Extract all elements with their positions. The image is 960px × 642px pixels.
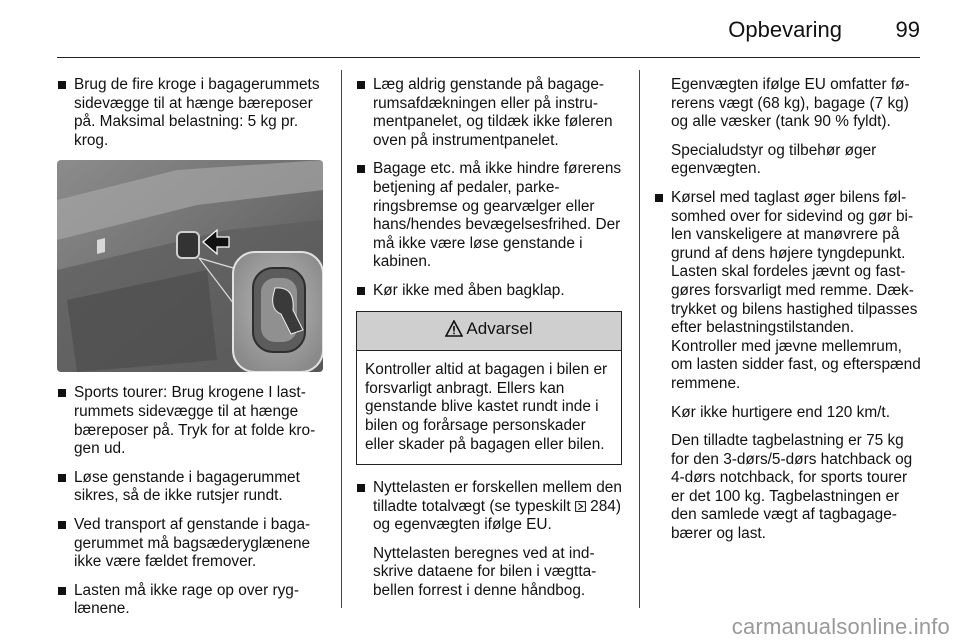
warning-header	[357, 312, 621, 352]
bullet-square-icon	[58, 521, 66, 529]
page-reference-arrow-icon	[575, 498, 590, 515]
paragraph: Specialudstyr og tilbehør øger egenvægten.	[671, 141, 877, 178]
paragraph: Kør ikke hurtigere end 120 km/t.	[671, 403, 890, 421]
warning-title: Advarsel	[466, 318, 533, 338]
list-item	[356, 479, 624, 535]
page-header	[0, 0, 960, 60]
warning-text: Kontroller altid at bagagen i bilen er forsvarligt anbragt. Ellers kan genstande blive kastet rundt inde i bilen og forårsage personskader eller skader på bagagen eller bilen.	[365, 361, 608, 453]
list-item	[57, 469, 325, 506]
list-item	[57, 76, 325, 150]
luggage-hook-illustration	[57, 160, 323, 372]
list-item-text: Sports tourer: Brug krogene I lastrummets sidevægge til at hænge bæreposer på. Tryk for at folde krogen ud.	[74, 384, 316, 458]
bullet-square-icon	[357, 287, 365, 295]
bullet-square-icon	[655, 194, 663, 202]
column-2	[356, 76, 624, 611]
page-number: 99	[895, 17, 920, 42]
column-divider-1	[341, 70, 342, 608]
list-item-text: Læg aldrig genstande på bagagerumsafdækningen eller på instrumentpanelet, og tildæk ikke føleren oven på instrumentpanelet.	[373, 76, 613, 149]
watermark: carmanualsonline.info	[731, 614, 950, 639]
list-item-text: Kørsel med taglast øger bilens følsomhed over for sidevind og gør bilen vanskeligere at manøvrere på grund af dens højere tyngdepunkt. Lasten skal fordeles jævnt og fastgøres forsvarligt med remme. Dæktrykket og bilens hastighed tilpasses efter belastningstilstanden. Kontroller med jævne mellemrum, om lasten sidder fast, og efterspænd remmene.	[671, 188, 921, 392]
page-reference-link[interactable]: 284	[590, 497, 616, 515]
list-item	[57, 516, 325, 572]
column-3	[654, 76, 922, 554]
list-item-text: Bagage etc. må ikke hindre førerens betjening af pedaler, parkeringsbremse og gearvælger eller hans/hendes bevægelsesfrihed. Der må ikke være løse genstande i kabinen.	[373, 160, 622, 271]
list-item-text: Kør ikke med åben bagklap.	[373, 281, 565, 299]
hook-illustration-icon	[57, 160, 323, 372]
page-title: Opbevaring	[728, 17, 842, 42]
warning-box	[356, 311, 622, 466]
list-item	[356, 160, 624, 272]
bullet-square-icon	[58, 474, 66, 482]
list-item	[356, 282, 624, 301]
list-item-text: Brug de fire kroge i bagagerummets sidevægge til at hænge bæreposer på. Maksimal belastning: 5 kg pr. krog.	[74, 76, 320, 149]
column-1	[57, 76, 325, 629]
column-divider-2	[639, 70, 640, 608]
bullet-square-icon	[357, 81, 365, 89]
paragraph: Egenvægten ifølge EU omfatter førerens vægt (68 kg), bagage (7 kg) og alle væsker (tank 90 % fyldt).	[671, 76, 910, 131]
list-item-text: Lasten må ikke rage op over ryglænene.	[74, 581, 299, 618]
list-item	[57, 582, 325, 619]
header-divider	[57, 57, 920, 58]
list-item-text-suffix: ) og egenvægten ifølge EU.	[373, 497, 621, 534]
list-item-text: Ved transport af genstande i bagagerummet må bagsæderyglænene ikke være fældet fremover.	[74, 515, 311, 571]
bullet-square-icon	[357, 165, 365, 173]
bullet-square-icon	[58, 81, 66, 89]
paragraph: Den tilladte tagbelastning er 75 kg for den 3-dørs/5-dørs hatchback og 4-dørs notchback, for sports tourer er det 100 kg. Tagbelastningen er den samlede vægt af tagbagagebærer og last.	[671, 432, 913, 543]
list-item	[654, 189, 922, 394]
list-item	[356, 76, 624, 150]
paragraph: Nyttelasten beregnes ved at indskrive dataene for bilen i vægttabellen forrest i denne håndbog.	[373, 544, 597, 600]
warning-triangle-icon	[445, 320, 463, 342]
bullet-square-icon	[357, 484, 365, 492]
bullet-square-icon	[58, 587, 66, 595]
list-item	[57, 384, 325, 458]
list-item-text: Nyttelasten er forskellen mellem den tilladte totalvægt (se typeskilt	[373, 479, 622, 515]
bullet-square-icon	[58, 389, 66, 397]
list-item-text: Løse genstande i bagagerummet sikres, så de ikke rutsjer rundt.	[74, 468, 300, 505]
